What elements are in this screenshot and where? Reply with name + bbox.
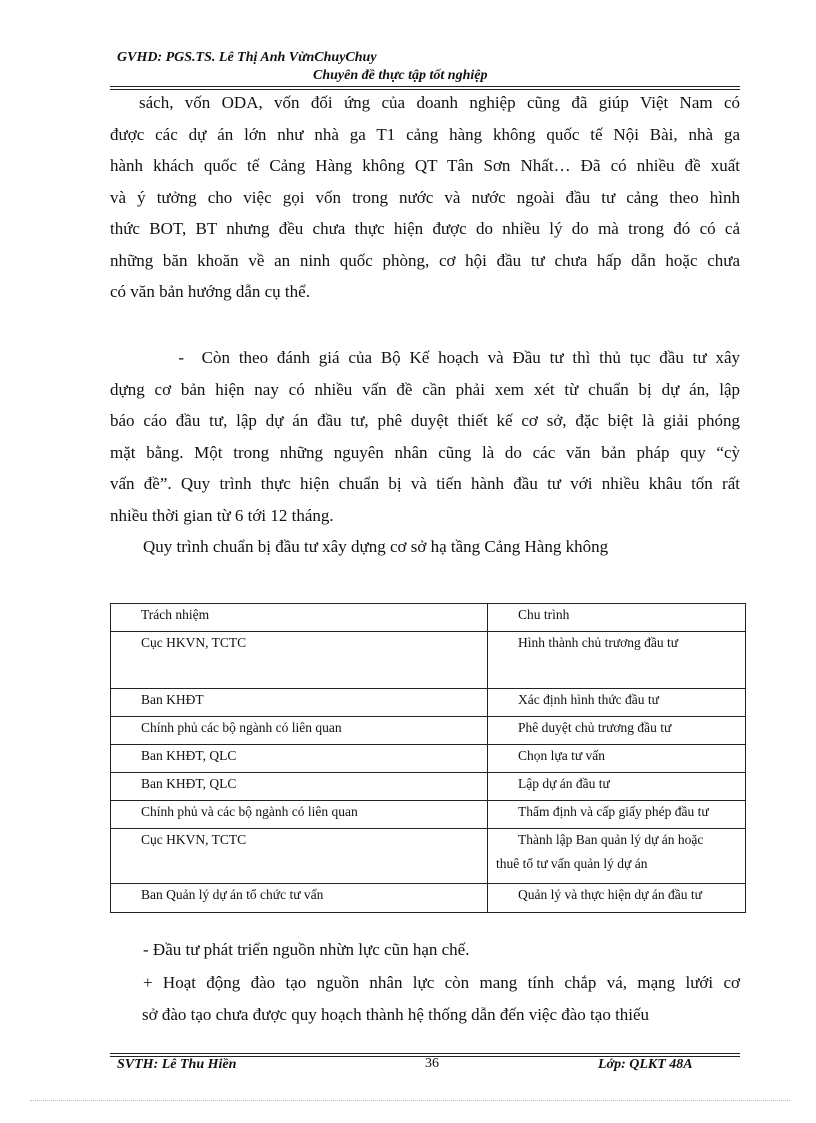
text-line: mặt bằng. Một trong những nguyên nhân cũng là do các văn bản pháp quy “cỳ	[110, 442, 740, 462]
text-line: dựng cơ bản hiện nay có nhiều vấn đề cần phải xem xét từ chuẩn bị dự án, lập	[110, 379, 740, 399]
text-line: + Hoạt động đào tạo nguồn nhân lực còn mang tính chắp vá, mạng lưới cơ	[143, 972, 740, 992]
table-row	[111, 829, 746, 884]
header-title: Chuyên đề thực tập tốt nghiệp	[313, 68, 488, 83]
table-cell-line: thuê tổ tư vấn quản lý dự án	[496, 856, 648, 871]
page-bottom-border	[30, 1100, 790, 1101]
text-line: báo cáo đầu tư, lập dự án đầu tư, phê duyệt thiết kế cơ sở, đặc biệt là giải phóng	[110, 411, 740, 430]
text-line: và ý tưởng cho việc gọi vốn trong nước và nước ngoài đầu tư cảng theo hình	[110, 187, 740, 207]
paragraph-3	[143, 934, 740, 1032]
table-cell: Ban KHĐT, QLC	[111, 773, 488, 801]
text-line: - Đầu tư phát triển nguồn nhừn lực cũn hạn chế.	[143, 940, 470, 959]
text-line: thức BOT, BT nhưng đều chưa thực hiện được do nhiều lý do mà trong đó có cả	[110, 219, 740, 238]
table-cell: Chính phủ và các bộ ngành có liên quan	[111, 801, 488, 829]
table-cell: Ban Quản lý dự án tổ chức tư vấn	[111, 884, 488, 913]
table-row	[111, 884, 746, 913]
page-number: 36	[425, 1056, 439, 1071]
table-cell	[488, 829, 746, 884]
footer-student: SVTH: Lê Thu Hiền	[117, 1057, 237, 1072]
table-header-cell: Chu trình	[488, 604, 746, 632]
process-table	[110, 603, 746, 913]
table-cell-line: Thành lập Ban quản lý dự án hoặc	[518, 832, 704, 847]
table-row	[111, 689, 746, 717]
paragraph-2	[110, 342, 740, 531]
table-header-row	[111, 604, 746, 632]
text-line: hành khách quốc tế Cảng Hàng không QT Tân Sơn Nhất… Đã có nhiều đề xuất	[110, 156, 740, 175]
table-row	[111, 717, 746, 745]
footer-rule	[110, 1053, 740, 1054]
table-cell: Thẩm định và cấp giấy phép đầu tư	[488, 801, 746, 829]
table-row	[111, 745, 746, 773]
text-line: sách, vốn ODA, vốn đối ứng của doanh nghiệp cũng đã giúp Việt Nam có	[139, 93, 740, 112]
text-line: có văn bản hướng dẫn cụ thể.	[110, 282, 310, 301]
table-cell: Hình thành chủ trương đầu tư	[488, 632, 746, 689]
text-line: được các dự án lớn như nhà ga T1 cảng hàng không quốc tế Nội Bài, nhà ga	[110, 124, 740, 144]
table-title: Quy trình chuẩn bị đầu tư xây dựng cơ sở hạ tầng Cảng Hàng không	[143, 537, 609, 556]
text-line: sở đào tạo chưa được quy hoạch thành hệ thống dẫn đến việc đào tạo thiếu	[142, 1005, 650, 1024]
table-cell: Chọn lựa tư vấn	[488, 745, 746, 773]
table-cell: Cục HKVN, TCTC	[111, 829, 488, 884]
table-cell: Ban KHĐT	[111, 689, 488, 717]
footer-class: Lớp: QLKT 48A	[598, 1057, 693, 1072]
paragraph-1	[110, 87, 740, 308]
table-cell: Phê duyệt chủ trương đầu tư	[488, 717, 746, 745]
text-line: vấn đề”. Quy trình thực hiện chuẩn bị và tiến hành đầu tư với nhiều khâu tốn rất	[110, 474, 740, 493]
table-row	[111, 773, 746, 801]
table-cell: Xác định hình thức đầu tư	[488, 689, 746, 717]
table-cell: Ban KHĐT, QLC	[111, 745, 488, 773]
text-line: - Còn theo đánh giá của Bộ Kế hoạch và Đầu tư thì thủ tục đầu tư xây	[143, 348, 740, 367]
table-cell: Chính phủ các bộ ngành có liên quan	[111, 717, 488, 745]
text-line: những băn khoăn về an ninh quốc phòng, cơ hội đầu tư chưa hấp dẫn hoặc chưa	[110, 250, 740, 270]
table-cell: Cục HKVN, TCTC	[111, 632, 488, 689]
text-line: nhiều thời gian từ 6 tới 12 tháng.	[110, 505, 334, 525]
table-row	[111, 801, 746, 829]
table-header-cell: Trách nhiệm	[111, 604, 488, 632]
table-cell: Lập dự án đầu tư	[488, 773, 746, 801]
table-row	[111, 632, 746, 689]
table-cell: Quản lý và thực hiện dự án đầu tư	[488, 884, 746, 913]
header-advisor: GVHD: PGS.TS. Lê Thị Anh VừnChuyChuy	[117, 50, 377, 65]
